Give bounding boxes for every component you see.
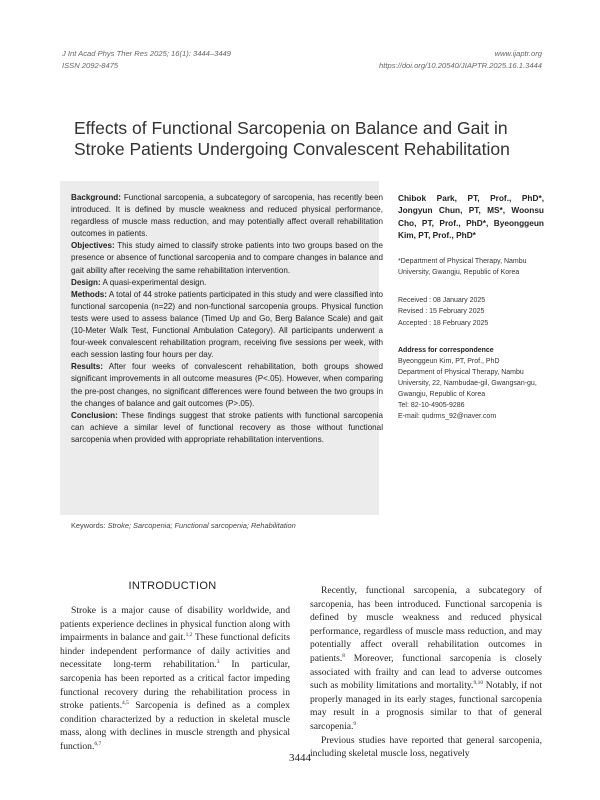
revised-date: Revised : 15 February 2025 [398, 308, 485, 316]
header-left [62, 48, 231, 72]
background-label: Background: [71, 193, 121, 202]
body-column-right [310, 584, 542, 761]
design-text: A quasi-experimental design. [100, 277, 207, 287]
correspondence-heading: Address for correspondence [398, 347, 494, 355]
author-sidebar [398, 192, 544, 422]
citation-ref[interactable]: 4,5 [122, 699, 129, 706]
methods-text: A total of 44 stroke patients participated in this study and were classified into functional sarcopenia (n=22) and non-functional sarcopenia groups. Physical function tests were used to assess balance (Timed Up and Go, Berg Balance Scale) and gait (10-Meter Walk Test, Functional Ambulation Category). All participants underwent a four-week convalescent rehabilitation program, receiving five sessions per week, with each session lasting four hours per day. [71, 289, 383, 360]
intro-text: Moreover, functional sarcopenia is closely associated with frailty and can lead to adverse outcomes such as mobility limitations and mortality. [310, 652, 542, 692]
citation-ref[interactable]: 1,2 [185, 632, 193, 638]
introduction-heading: INTRODUCTION [128, 580, 217, 592]
citation-ref[interactable]: 6,7 [94, 740, 102, 747]
background-text: Functional sarcopenia, a subcategory of sarcopenia, has recently been introduced. It is defined by muscle weakness and reduced physical performance, regardless of muscle mass reduction, and may potentially affect overall rehabilitation outcomes in patients. [71, 193, 383, 239]
abstract-results [71, 361, 383, 409]
intro-paragraph-1 [60, 604, 290, 754]
conclusion-label: Conclusion: [71, 410, 118, 420]
citation-ref[interactable]: 3 [216, 659, 220, 666]
keywords [71, 520, 401, 531]
author-list: Chibok Park, PT, Prof., PhD*, Jongyun Chun, PT, MS*, Woonsu Cho, PT, Prof., PhD*, Byeonggeun Kim, PT, Prof., PhD* [398, 193, 544, 240]
objectives-label: Objectives: [71, 241, 115, 251]
doi-link[interactable]: https://doi.org/10.20540/JIAPTR.2025.16.1.3444 [379, 61, 542, 70]
intro-text: Notably, if not properly managed in its early stages, functional sarcopenia may result in a prognosis similar to that of general sarcopenia. [310, 680, 542, 732]
received-date: Received : 08 January 2025 [398, 296, 486, 304]
affiliation: *Department of Physical Therapy, Nambu University, Gwangju, Republic of Korea [398, 258, 527, 276]
abstract-design [71, 277, 383, 289]
results-text: After four weeks of convalescent rehabilitation, both groups showed significant improvements in all outcome measures (P<.05). However, when comparing the pre-post changes, no significant differences were found between the two groups in the changes of balance and gait outcomes (P>.05). [71, 362, 383, 408]
results-label: Results: [71, 362, 103, 372]
abstract [71, 192, 383, 446]
methods-label: Methods: [71, 289, 107, 299]
intro-text: Recently, functional sarcopenia, a subcategory of sarcopenia, has been introduced. Functional sarcopenia is defined by muscle weakness and reduced physical performance, regardless of muscle mass reduction, and may potentially affect overall rehabilitation outcomes in patients. [310, 585, 542, 664]
intro-text: These functional deficits hinder independent performance of daily activities and necessitate long-term rehabilitation. [60, 632, 290, 671]
correspondence-email[interactable]: E-mail: qudrms_92@naver.com [398, 413, 497, 421]
citation-ref[interactable]: 9 [353, 720, 357, 727]
intro-paragraph-2 [310, 584, 542, 734]
correspondence-phone: Tel: 82-10-4905-9286 [398, 402, 465, 410]
journal-citation: J Int Acad Phys Ther Res 2025; 16(1): 3444–3449 [62, 49, 231, 58]
abstract-objectives [71, 240, 383, 276]
journal-website[interactable]: www.ijaptr.org [494, 49, 542, 58]
article-dates [398, 295, 544, 330]
abstract-methods [71, 289, 383, 362]
abstract-conclusion [71, 410, 383, 446]
intro-text: Stroke is a major cause of disability worldwide, and patients experience declines in physical function along with impairments in balance and gait. [60, 605, 290, 644]
article-title: Effects of Functional Sarcopenia on Balance and Gait in Stroke Patients Undergoing Convalescent Rehabilitation [74, 118, 510, 159]
correspondence-address: Department of Physical Therapy, Nambu University, 22, Nambudae-gil, Gwangsan-gu, Gwangju, Republic of Korea [398, 369, 537, 399]
intro-paragraph-3: Previous studies have reported that general sarcopenia, including skeletal muscle loss, negatively [310, 734, 542, 760]
correspondence-name: Byeonggeun Kim, PT, Prof., PhD [398, 358, 500, 366]
accepted-date: Accepted : 18 February 2025 [398, 319, 489, 327]
keywords-text: Stroke; Sarcopenia; Functional sarcopenia; Rehabilitation [107, 521, 296, 530]
citation-ref[interactable]: 8 [342, 652, 345, 659]
header-right [379, 48, 542, 72]
conclusion-text: These findings suggest that stroke patients with functional sarcopenia can achieve a similar level of functional recovery as those without functional sarcopenia when provided with appropriate rehabilitation interventions. [71, 410, 383, 444]
intro-text: In particular, sarcopenia has been reported as a critical factor impeding functional recovery during the rehabilitation process in stroke patients. [60, 659, 291, 712]
design-label: Design: [71, 277, 101, 287]
page-number: 3444 [289, 752, 311, 764]
issn: ISSN 2092-8475 [62, 61, 119, 70]
citation-ref[interactable]: 9,10 [473, 679, 484, 686]
abstract-background [71, 192, 383, 240]
body-column-left [60, 604, 290, 754]
intro-text: Sarcopenia is defined as a complex condition characterized by a reduction in skeletal muscle mass, along with declines in muscle strength and physical function. [60, 700, 290, 752]
keywords-label: Keywords: [71, 521, 106, 530]
correspondence-details [398, 356, 544, 422]
objectives-text: This study aimed to classify stroke patients into two groups based on the presence or absence of functional sarcopenia and to compare changes in balance and gait ability after receiving the same rehabilitation intervention. [71, 241, 383, 275]
